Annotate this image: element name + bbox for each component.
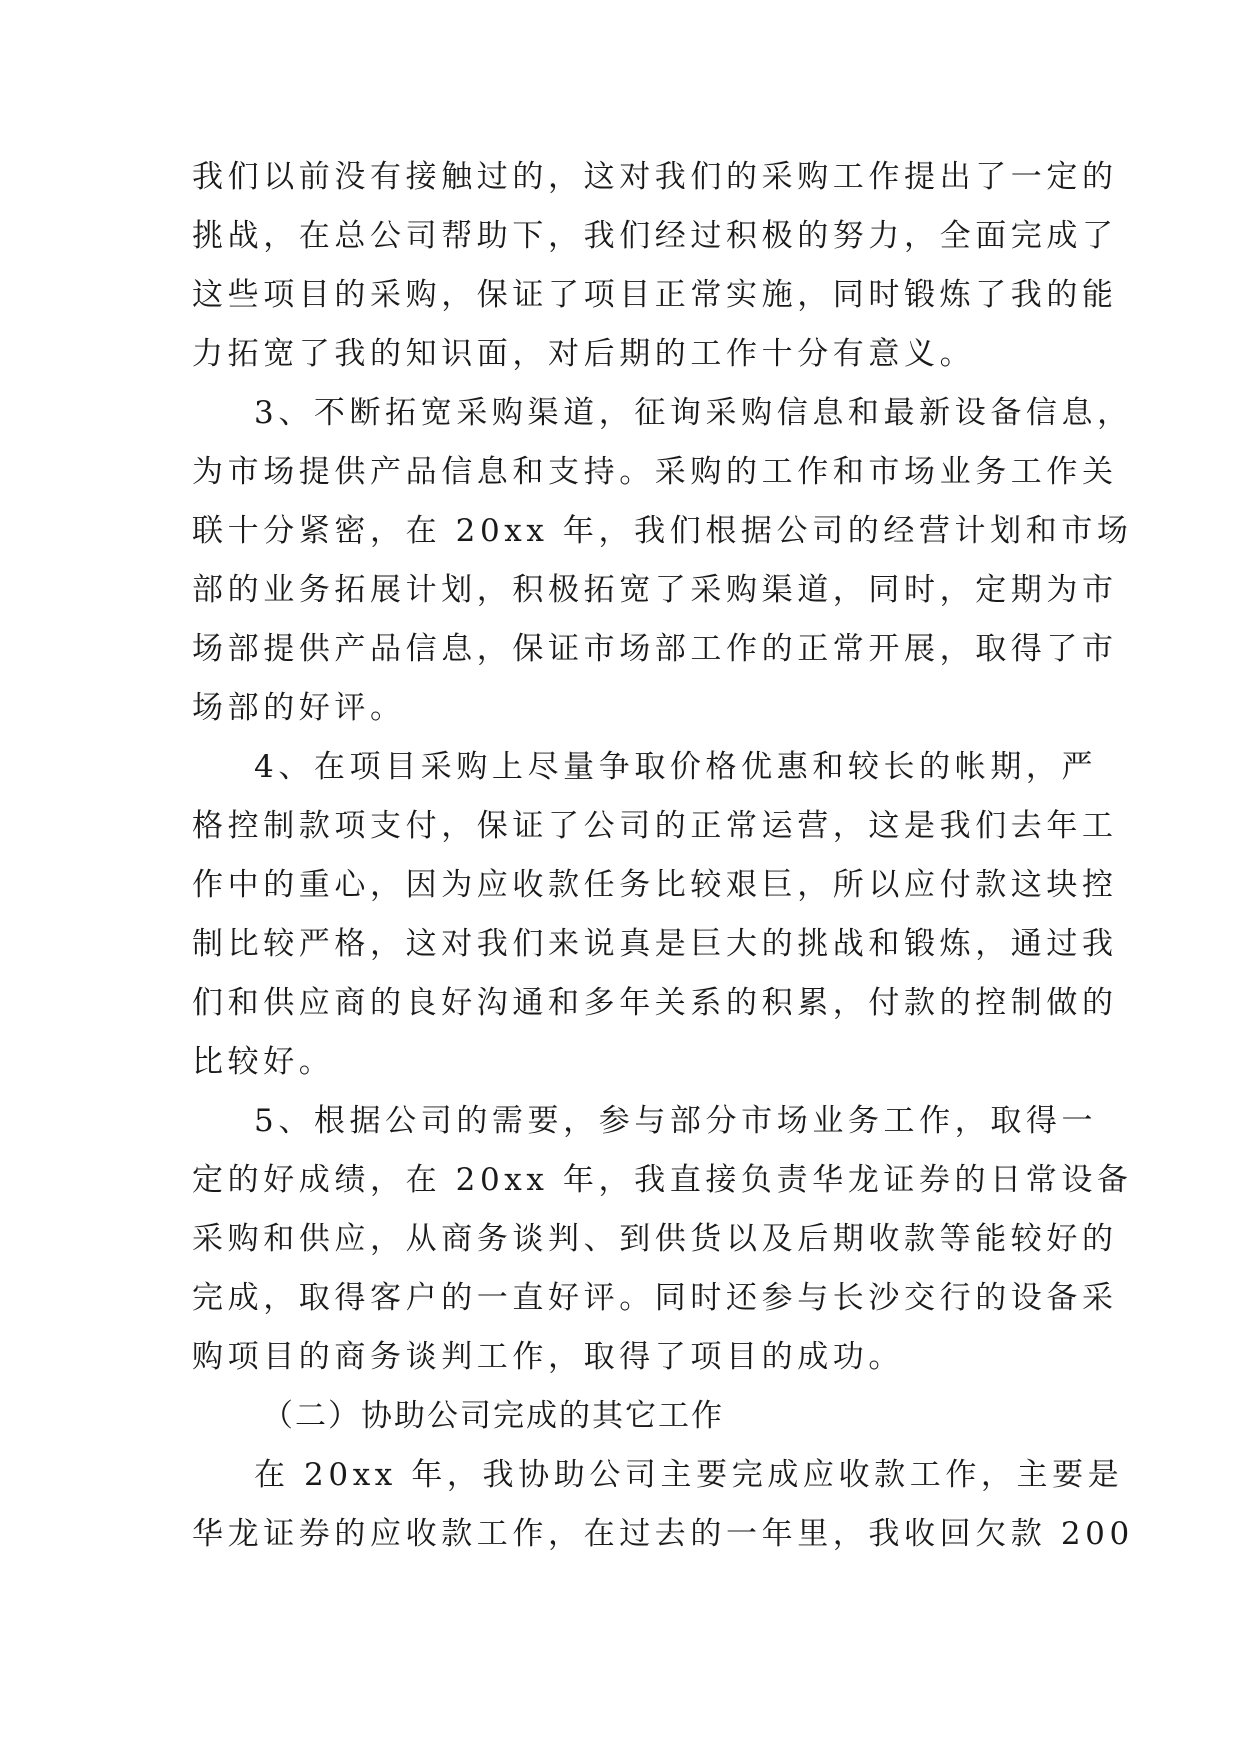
body-text-line: 我们以前没有接触过的，这对我们的采购工作提出了一定的 (192, 159, 1118, 195)
body-text-line: 定的好成绩，在 20xx 年，我直接负责华龙证券的日常设备 (192, 1162, 1133, 1198)
body-text-line: 购项目的商务谈判工作，取得了项目的成功。 (192, 1339, 904, 1375)
body-text-line: 场部提供产品信息，保证市场部工作的正常开展，取得了市 (192, 631, 1118, 667)
paragraph-4-start: 4、在项目采购上尽量争取价格优惠和较长的帐期，严 (254, 749, 1098, 785)
body-text-line: 联十分紧密，在 20xx 年，我们根据公司的经营计划和市场 (192, 513, 1133, 549)
body-text-line: 华龙证券的应收款工作，在过去的一年里，我收回欠款 200 (192, 1516, 1134, 1552)
body-text-line: 为市场提供产品信息和支持。采购的工作和市场业务工作关 (192, 454, 1118, 490)
body-text-line: 完成，取得客户的一直好评。同时还参与长沙交行的设备采 (192, 1280, 1118, 1316)
paragraph-start: 在 20xx 年，我协助公司主要完成应收款工作，主要是 (254, 1457, 1124, 1493)
paragraph-5-start: 5、根据公司的需要，参与部分市场业务工作，取得一 (254, 1103, 1098, 1139)
body-text-line: 格控制款项支付，保证了公司的正常运营，这是我们去年工 (192, 808, 1118, 844)
body-text-line: 挑战，在总公司帮助下，我们经过积极的努力，全面完成了 (192, 218, 1118, 254)
body-text-line: 力拓宽了我的知识面，对后期的工作十分有意义。 (192, 336, 976, 372)
paragraph-3-start: 3、不断拓宽采购渠道，征询采购信息和最新设备信息， (254, 395, 1133, 431)
body-text-line: 场部的好评。 (192, 690, 406, 726)
body-text-line: 采购和供应，从商务谈判、到供货以及后期收款等能较好的 (192, 1221, 1118, 1257)
body-text-line: 制比较严格，这对我们来说真是巨大的挑战和锻炼，通过我 (192, 926, 1118, 962)
body-text-line: 们和供应商的良好沟通和多年关系的积累，付款的控制做的 (192, 985, 1118, 1021)
document-body (192, 157, 1134, 1573)
body-text-line: 这些项目的采购，保证了项目正常实施，同时锻炼了我的能 (192, 277, 1118, 313)
body-text-line: 比较好。 (192, 1044, 335, 1080)
section-heading: （二）协助公司完成的其它工作 (262, 1398, 724, 1434)
body-text-line: 部的业务拓展计划，积极拓宽了采购渠道，同时，定期为市 (192, 572, 1118, 608)
body-text-line: 作中的重心，因为应收款任务比较艰巨，所以应付款这块控 (192, 867, 1118, 903)
